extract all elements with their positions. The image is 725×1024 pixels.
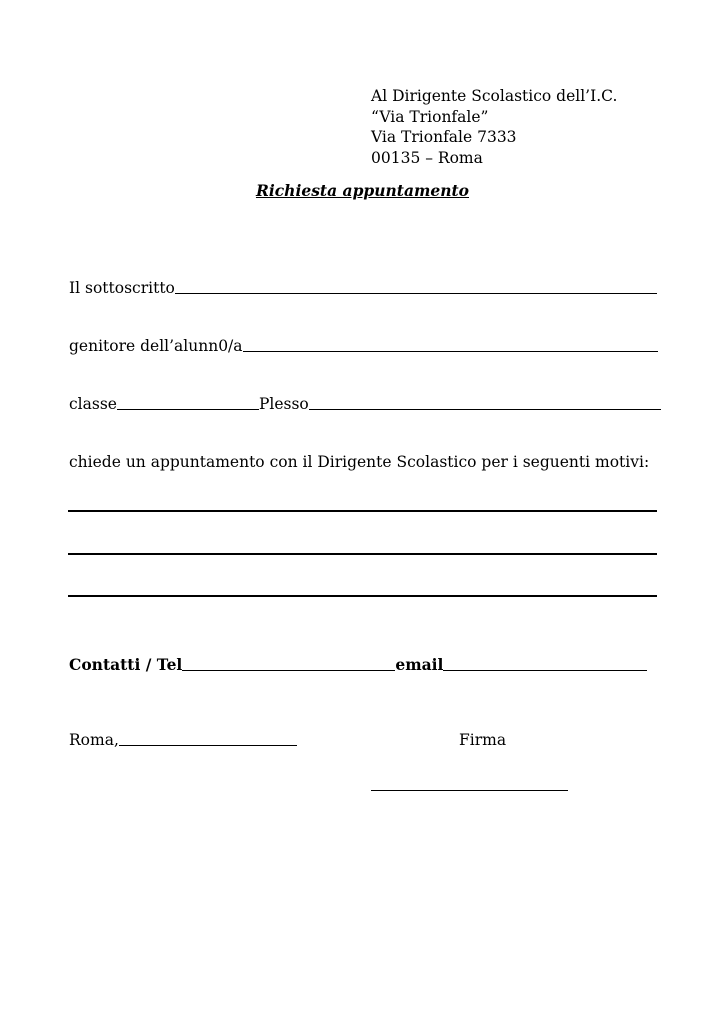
luogo-data-row — [69, 731, 297, 749]
motivi-text: chiede un appuntamento con il Dirigente Scolastico per i seguenti motivi: — [69, 453, 650, 471]
sottoscritto-row — [69, 279, 657, 297]
contatti-label: Contatti / Tel — [69, 655, 183, 674]
recipient-address — [371, 86, 617, 168]
recipient-line-3: Via Trionfale 7333 — [371, 128, 517, 146]
genitore-label: genitore dell’alunn0/a — [69, 337, 243, 355]
classe-blank[interactable] — [117, 395, 259, 410]
genitore-blank[interactable] — [243, 337, 658, 352]
classe-label: classe — [69, 395, 117, 413]
sottoscritto-blank[interactable] — [175, 279, 657, 294]
recipient-line-4: 00135 – Roma — [371, 148, 483, 167]
motivi-line-3[interactable] — [68, 595, 657, 597]
genitore-row — [69, 337, 658, 355]
sottoscritto-label: Il sottoscritto — [69, 279, 175, 297]
plesso-label: Plesso — [258, 395, 309, 413]
plesso-blank[interactable] — [309, 395, 661, 410]
email-label: email — [395, 655, 444, 674]
recipient-line-2: “Via Trionfale” — [371, 107, 489, 126]
firma-blank[interactable] — [371, 790, 568, 791]
recipient-line-1: Al Dirigente Scolastico dell’I.C. — [371, 87, 618, 105]
firma-label: Firma — [459, 731, 507, 749]
motivi-line-2[interactable] — [68, 553, 657, 555]
luogo-label: Roma, — [69, 731, 119, 749]
document-title: Richiesta appuntamento — [255, 181, 470, 200]
telefono-blank[interactable] — [182, 656, 395, 671]
email-blank[interactable] — [443, 656, 647, 671]
classe-plesso-row — [69, 395, 661, 413]
data-blank[interactable] — [119, 731, 297, 746]
motivi-line-1[interactable] — [68, 510, 657, 512]
contatti-row — [69, 655, 647, 674]
motivi-row — [69, 453, 649, 471]
